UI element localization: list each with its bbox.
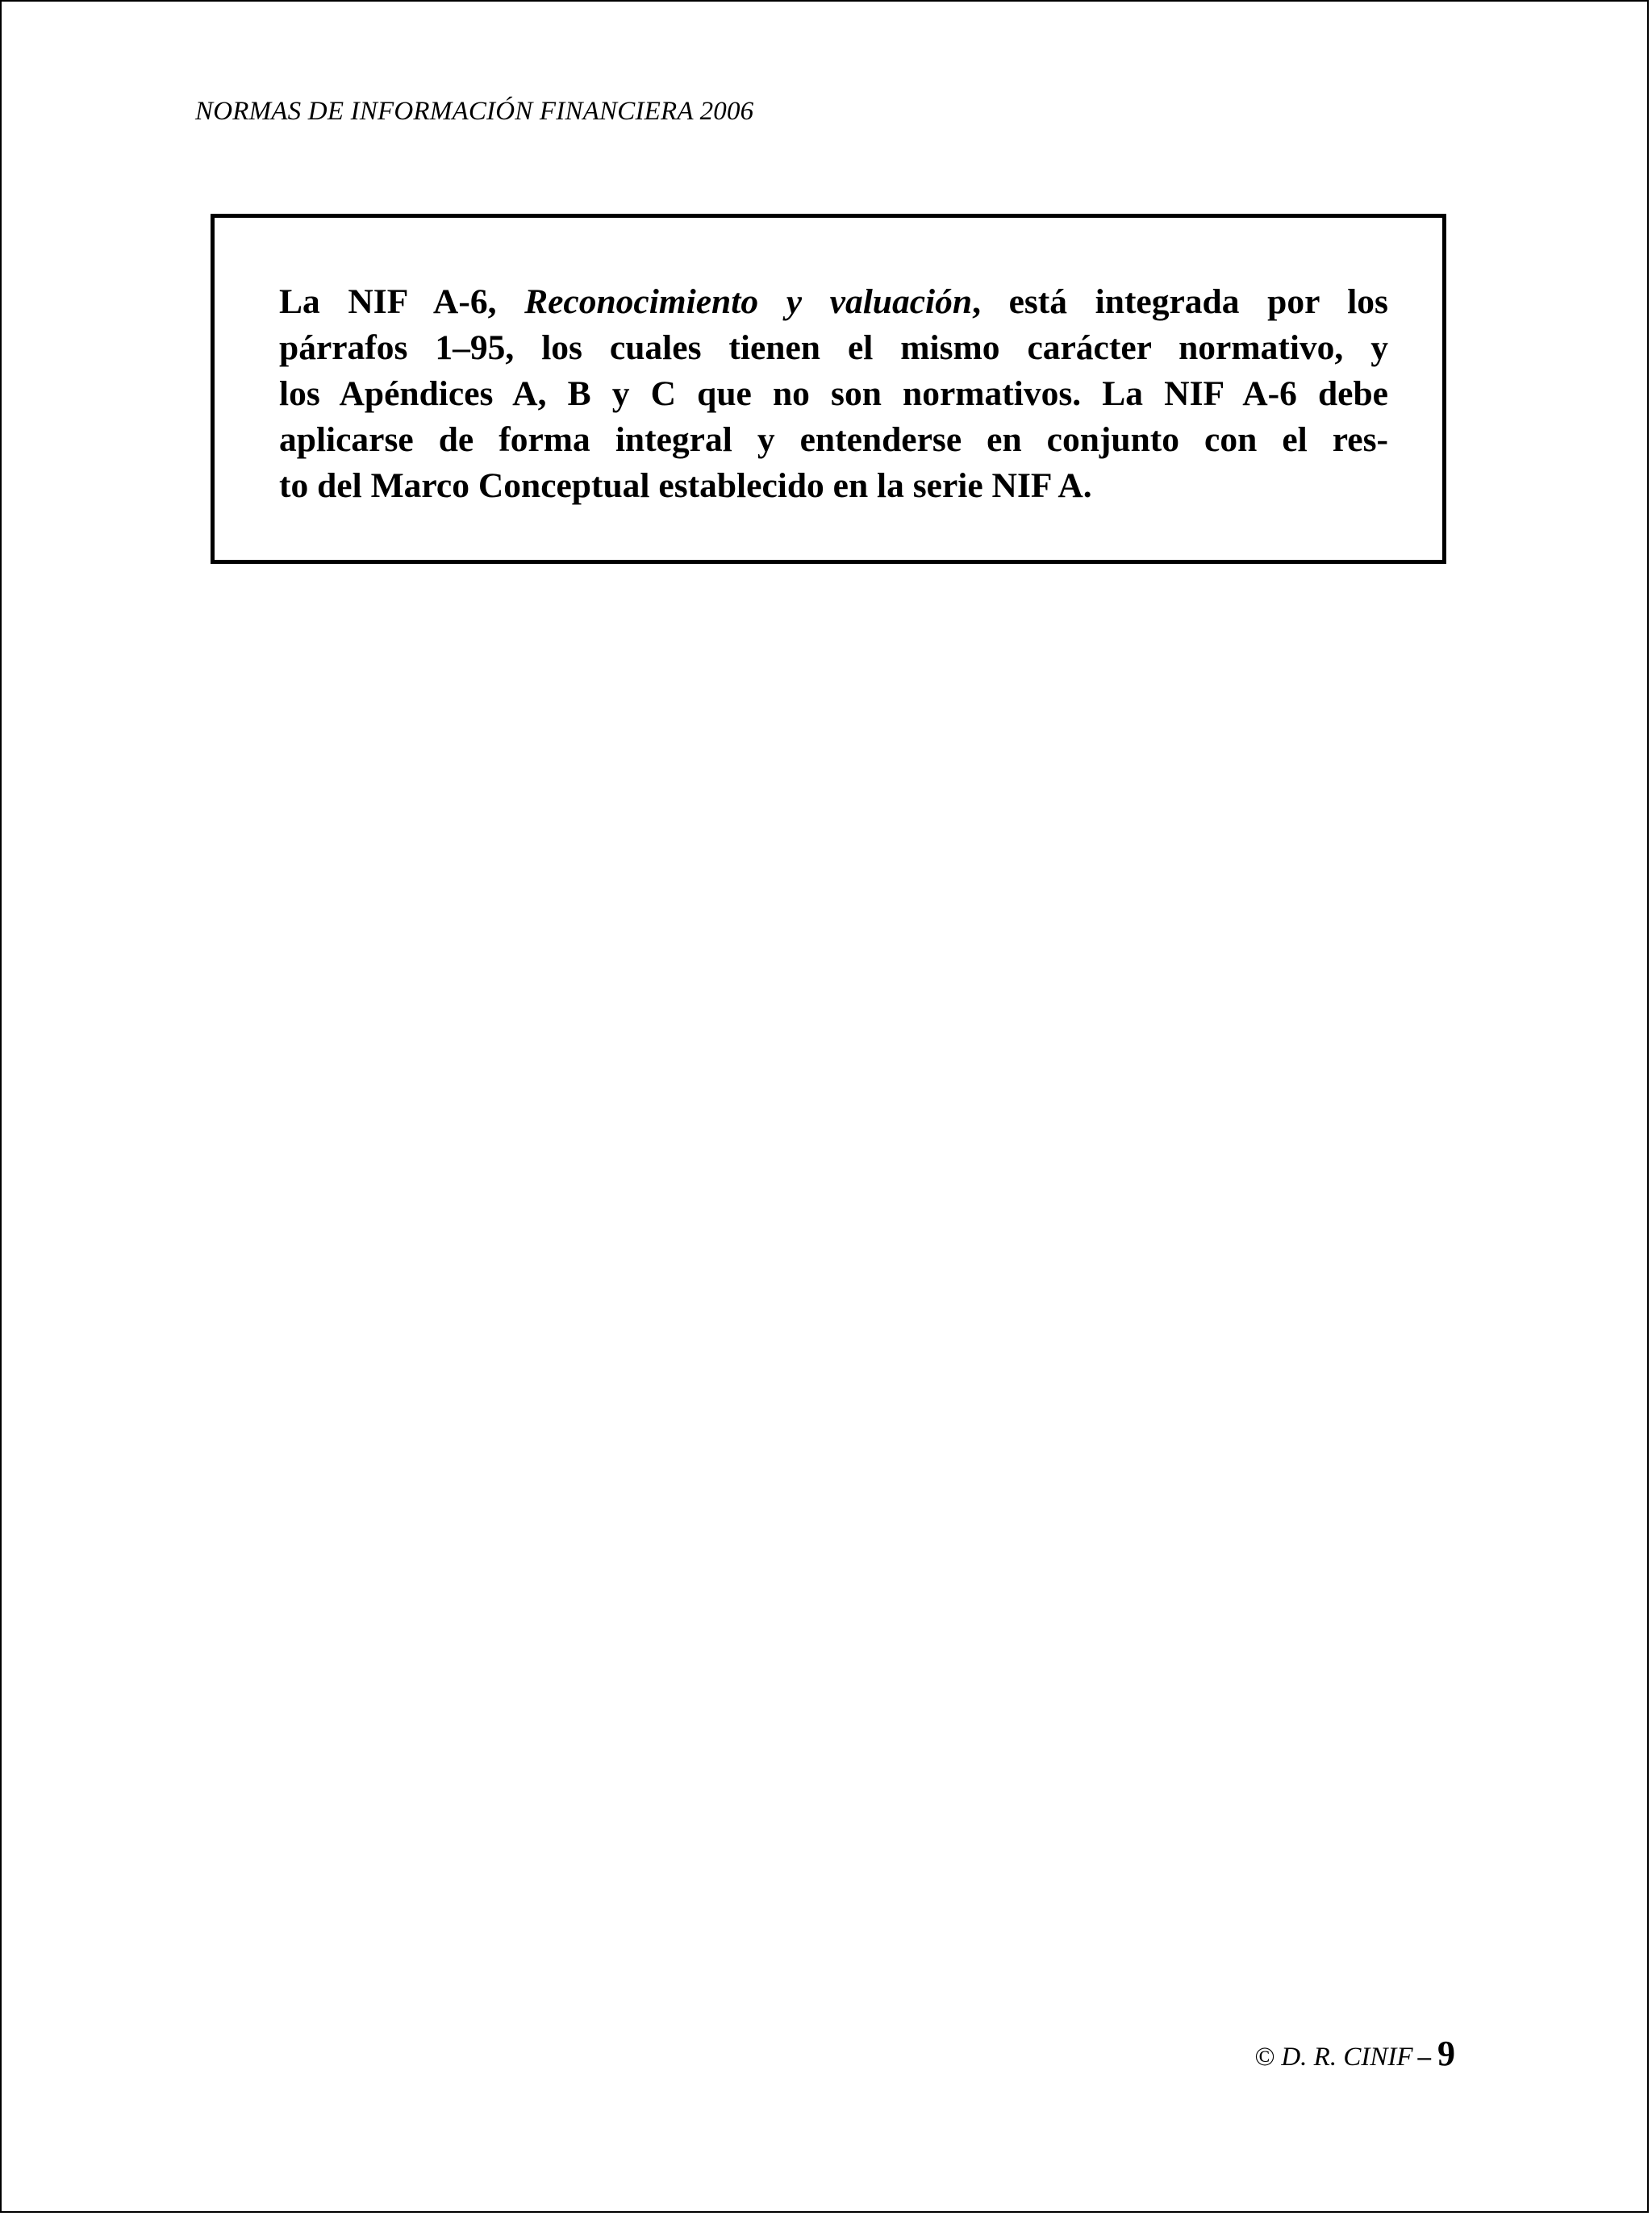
- summary-line-1-start: La NIF A-6,: [279, 282, 525, 321]
- summary-paragraph: [279, 279, 1388, 509]
- summary-line-5: to del Marco Conceptual establecido en la serie NIF A.: [279, 466, 1092, 505]
- summary-line-3: los Apéndices A, B y C que no son normativos. La NIF A-6 debe: [279, 374, 1388, 413]
- summary-line-4: aplicarse de forma integral y entenderse en conjunto con el res-: [279, 420, 1388, 459]
- summary-line-1: [279, 279, 1388, 325]
- summary-line-2: párrafos 1–95, los cuales tienen el mismo carácter normativo, y: [279, 328, 1388, 367]
- summary-line-1-end: , está integrada por los: [972, 282, 1388, 321]
- copyright-notice: © D. R. CINIF: [1254, 2043, 1413, 2072]
- page-footer: [1254, 2033, 1455, 2074]
- summary-box: [211, 214, 1446, 564]
- standard-title: Reconocimiento y valuación: [524, 282, 973, 321]
- page-number: 9: [1437, 2034, 1455, 2073]
- footer-separator: –: [1417, 2043, 1431, 2072]
- running-header: NORMAS DE INFORMACIÓN FINANCIERA 2006: [195, 97, 754, 126]
